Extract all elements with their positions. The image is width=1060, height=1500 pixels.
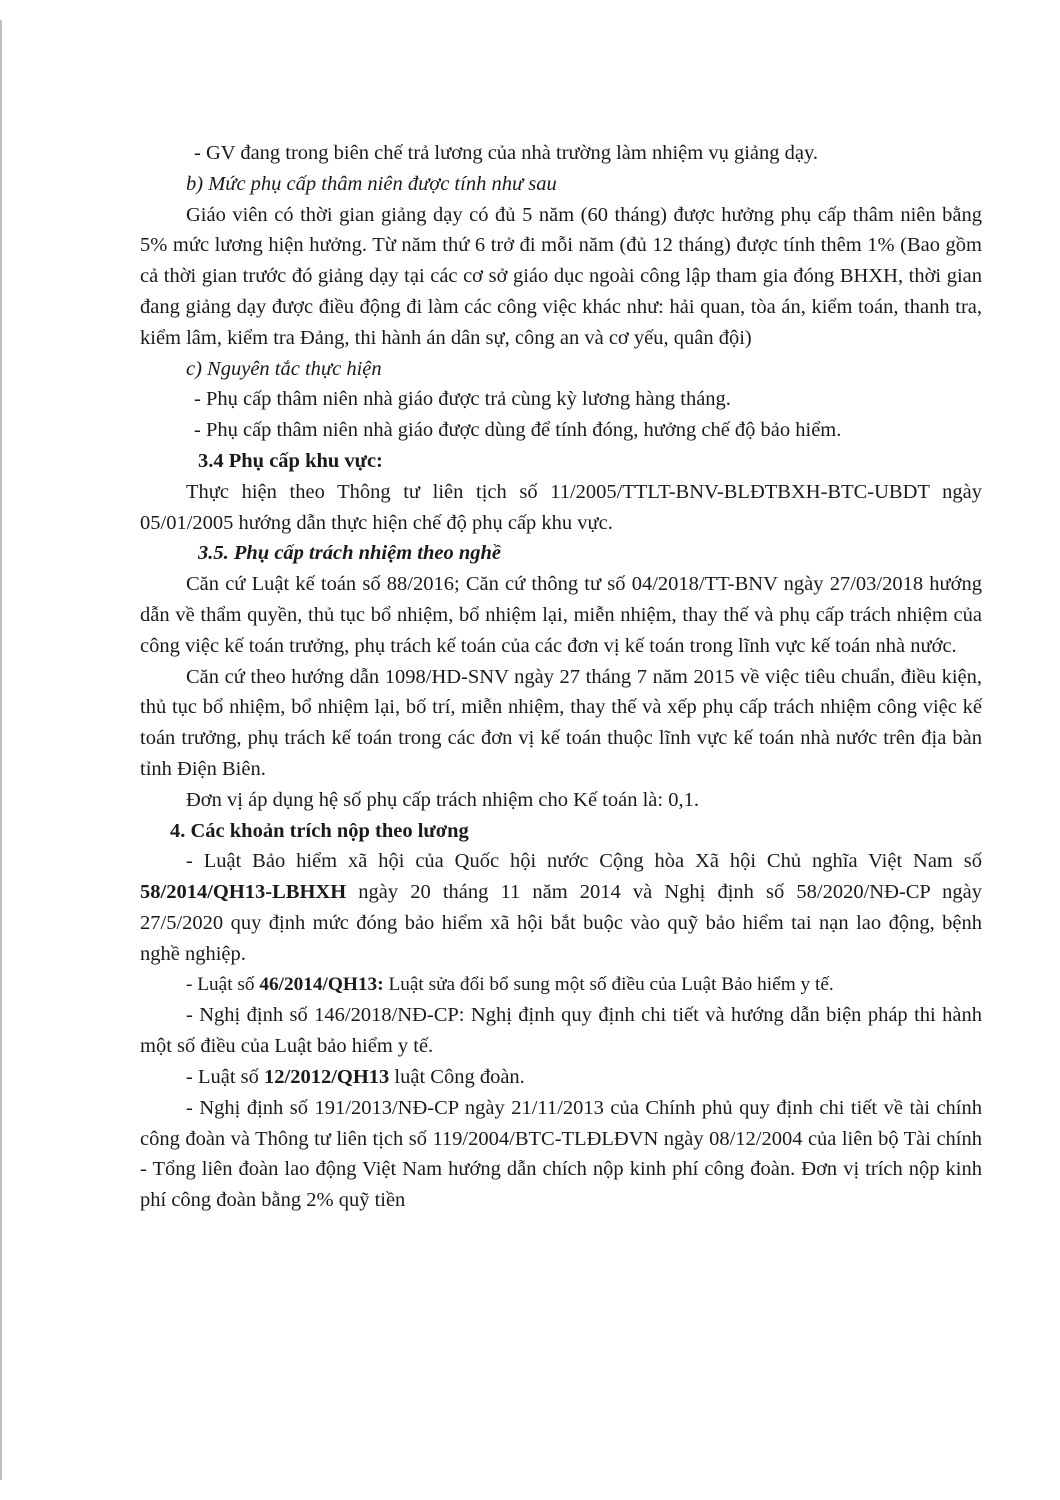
section-3-4-paragraph: Thực hiện theo Thông tư liên tịch số 11/2005/TTLT-BNV-BLĐTBXH-BTC-UBDT ngày 05/01/2005 hướng dẫn thực hiện chế độ phụ cấp khu vực.	[140, 480, 982, 534]
section-b-paragraph: Giáo viên có thời gian giảng dạy có đủ 5 năm (60 tháng) được hưởng phụ cấp thâm niên bằng 5% mức lương hiện hưởng. Từ năm thứ 6 trở đi mỗi năm (đủ 12 tháng) được tính thêm 1% (Bao gồm cả thời gian trước đó giảng dạy tại các cơ sở giáo dục ngoài công lập tham gia đóng BHXH, thời gian đang giảng dạy được điều động đi làm các công việc khác như: hải quan, tòa án, kiểm toán, thanh tra, kiểm lâm, kiểm tra Đảng, thi hành án dân sự, công an và cơ yếu, quân đội)	[140, 203, 982, 349]
section-b-bullet: - GV đang trong biên chế trả lương của nhà trường làm nhiệm vụ giảng dạy.	[194, 142, 819, 164]
document-page	[140, 138, 982, 1216]
section-3-5-paragraph-2: Căn cứ theo hướng dẫn 1098/HD-SNV ngày 27 tháng 7 năm 2015 về việc tiêu chuẩn, điều kiện, thủ tục bổ nhiệm, bổ nhiệm lại, bố trí, miễn nhiệm, thay thế và xếp phụ cấp trách nhiệm công việc kế toán trưởng, phụ trách kế toán trong các đơn vị kế toán thuộc lĩnh vực kế toán nhà nước trên địa bàn tỉnh Điện Biên.	[140, 665, 982, 780]
section-4-item-2	[140, 970, 982, 1001]
section-3-5-paragraph-1: Căn cứ Luật kế toán số 88/2016; Căn cứ thông tư số 04/2018/TT-BNV ngày 27/03/2018 hướng dẫn về thẩm quyền, thủ tục bổ nhiệm, bổ nhiệm lại, miễn nhiệm, thay thế và phụ cấp trách nhiệm của công việc kế toán trưởng, phụ trách kế toán của các đơn vị kế toán trong lĩnh vực kế toán nhà nước.	[140, 573, 982, 657]
section-4-item-2-text-a: - Luật số	[186, 973, 260, 995]
section-c-bullet-2: - Phụ cấp thâm niên nhà giáo được dùng để tính đóng, hưởng chế độ bảo hiểm.	[194, 419, 842, 442]
section-4-item-1-text-c: ngày 20 tháng 11 năm 2014 và Nghị định số 58/2020/NĐ-CP ngày 27/5/2020 quy định mức đóng bảo hiểm xã hội bắt buộc vào quỹ bảo hiểm tai nạn lao động, bệnh nghề nghiệp.	[140, 881, 982, 965]
section-3-4-heading: 3.4 Phụ cấp khu vực:	[198, 449, 383, 472]
section-4-item-4-text-c: luật Công đoàn.	[389, 1065, 525, 1088]
scan-left-edge	[0, 20, 2, 1480]
law-number-bhyt: 46/2014/QH13:	[259, 973, 384, 995]
section-b-title: b) Mức phụ cấp thâm niên được tính như sau	[186, 172, 557, 195]
section-4-item-4-text-a: - Luật số	[186, 1065, 264, 1088]
section-4-heading: 4. Các khoản trích nộp theo lương	[170, 819, 469, 842]
law-number-cong-doan: 12/2012/QH13	[264, 1065, 390, 1088]
section-4-item-5: - Nghị định số 191/2013/NĐ-CP ngày 21/11/2013 của Chính phủ quy định chi tiết về tài chính công đoàn và Thông tư liên tịch số 119/2004/BTC-TLĐLĐVN ngày 08/12/2004 của liên bộ Tài chính - Tổng liên đoàn lao động Việt Nam hướng dẫn chích nộp kinh phí công đoàn. Đơn vị trích nộp kinh phí công đoàn bằng 2% quỹ tiền	[140, 1096, 982, 1212]
section-c-bullet-1: - Phụ cấp thâm niên nhà giáo được trả cùng kỳ lương hàng tháng.	[194, 388, 731, 411]
section-4-item-1	[140, 846, 982, 969]
section-4-item-3: - Nghị định số 146/2018/NĐ-CP: Nghị định quy định chi tiết và hướng dẫn biện pháp thi hành một số điều của Luật bảo hiểm y tế.	[140, 1004, 982, 1058]
section-4-item-1-text-a: - Luật Bảo hiểm xã hội của Quốc hội nước Cộng hòa Xã hội Chủ nghĩa Việt Nam số	[186, 850, 982, 873]
section-3-5-paragraph-3: Đơn vị áp dụng hệ số phụ cấp trách nhiệm cho Kế toán là: 0,1.	[186, 788, 699, 811]
section-3-5-heading: 3.5. Phụ cấp trách nhiệm theo nghề	[198, 542, 501, 565]
section-4-item-4	[140, 1062, 982, 1093]
section-4-item-2-text-c: Luật sửa đổi bổ sung một số điều của Luật Bảo hiểm y tế.	[383, 973, 834, 995]
section-c-title: c) Nguyên tắc thực hiện	[186, 357, 382, 380]
law-number-bhxh: 58/2014/QH13-LBHXH	[140, 881, 347, 904]
